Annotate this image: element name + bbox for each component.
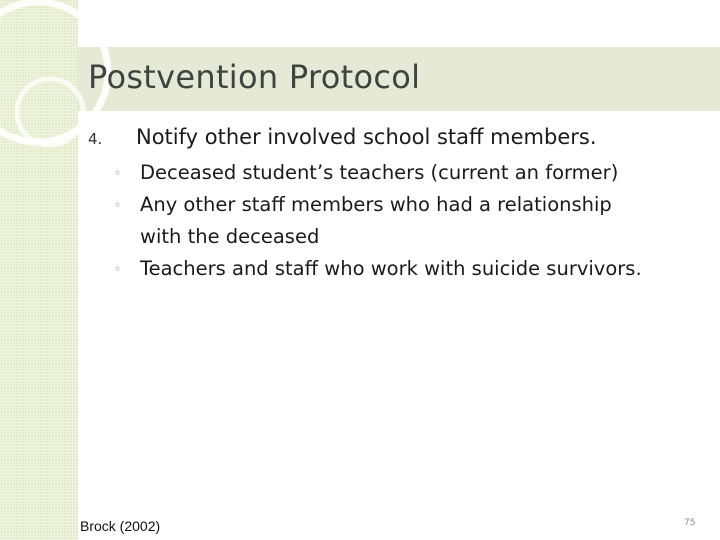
sub-item	[114, 253, 688, 285]
item-text: Notify other involved school staff members.	[136, 125, 597, 149]
slide-title: Postvention Protocol	[88, 58, 421, 96]
sub-item-text: Any other staff members who had a relationship with the deceased	[140, 193, 612, 248]
sub-item-text: Teachers and staff who work with suicide survivors.	[140, 257, 642, 280]
circle-bullet-icon: ◦	[114, 166, 122, 180]
page-number: 75	[684, 518, 696, 528]
sub-item	[114, 189, 688, 253]
item-number: 4.	[88, 130, 103, 148]
sub-list	[88, 157, 688, 285]
circle-bullet-icon: ◦	[114, 198, 122, 212]
circle-bullet-icon: ◦	[114, 262, 122, 276]
slide-content	[88, 120, 688, 285]
sub-item-text: Deceased student’s teachers (current an former)	[140, 161, 619, 184]
left-decorative-band	[0, 0, 78, 540]
citation: Brock (2002)	[80, 518, 161, 534]
sub-item	[114, 157, 688, 189]
numbered-item	[88, 120, 688, 156]
